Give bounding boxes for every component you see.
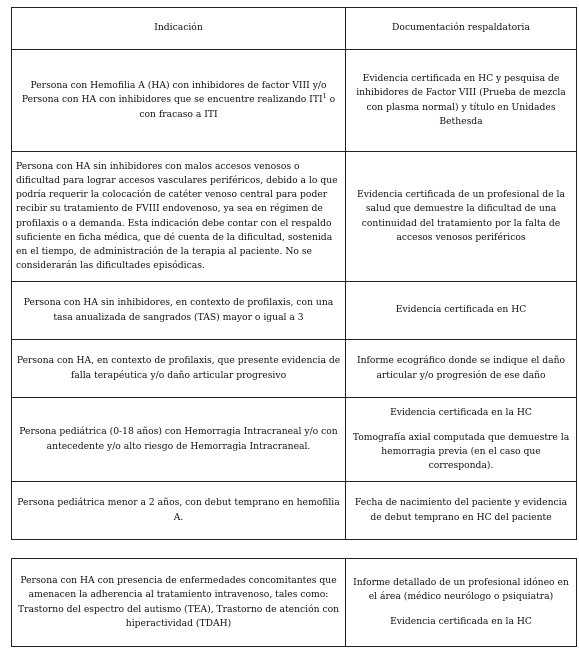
table-row [12, 282, 577, 340]
table-row [12, 50, 577, 152]
indication-text-end: o con fracaso a ITI [139, 94, 336, 120]
documentation-cell [346, 398, 577, 482]
table-row [12, 482, 577, 540]
table-row [12, 340, 577, 398]
indication-cell: Persona con HA, en contexto de profilaxis, que presente evidencia de falla terapéutica y/o daño articular progresivo [12, 340, 346, 398]
documentation-cell: Evidencia certificada de un profesional de la salud que demuestre la dificultad de una continuidad del tratamiento por la falta de accesos venosos periféricos [346, 152, 577, 282]
table-row [12, 398, 577, 482]
documentation-line: Informe detallado de un profesional idóneo en el área (médico neurólogo o psiquiatra) [353, 576, 569, 602]
indication-cell: Persona con HA con presencia de enfermedades concomitantes que amenacen la adherencia al tratamiento intravenoso, tales como: Trastorno del espectro del autismo (TEA), Trastorno de atención con hiperactividad (TDAH) [12, 559, 346, 647]
footnote-marker: 1 [322, 92, 327, 101]
table-header-row [12, 8, 577, 50]
documentation-line: Evidencia certificada en la HC [390, 616, 532, 628]
header-indicacion: Indicación [12, 8, 346, 50]
documentation-cell [346, 559, 577, 647]
table-row [12, 152, 577, 282]
indication-cell [12, 50, 346, 152]
table-row [12, 559, 577, 647]
header-documentacion: Documentación respaldatoria [346, 8, 577, 50]
documentation-line: Evidencia certificada en la HC [390, 406, 532, 418]
documentation-line: Tomografía axial computada que demuestre la hemorragia previa (en el caso que corresponda). [352, 431, 570, 472]
indications-table [11, 7, 577, 540]
indication-cell: Persona pediátrica menor a 2 años, con debut temprano en hemofilia A. [12, 482, 346, 540]
indication-cell: Persona con HA sin inhibidores, en contexto de profilaxis, con una tasa anualizada de sangrados (TAS) mayor o igual a 3 [12, 282, 346, 340]
documentation-cell: Informe ecográfico donde se indique el daño articular y/o progresión de ese daño [346, 340, 577, 398]
documentation-cell: Evidencia certificada en HC [346, 282, 577, 340]
documentation-cell: Evidencia certificada en HC y pesquisa de inhibidores de Factor VIII (Prueba de mezcla con plasma normal) y título en Unidades Bethesda [346, 50, 577, 152]
indications-table-continued [11, 558, 577, 647]
documentation-cell: Fecha de nacimiento del paciente y evidencia de debut temprano en HC del paciente [346, 482, 577, 540]
indication-cell: Persona pediátrica (0-18 años) con Hemorragia Intracraneal y/o con antecedente y/o alto riesgo de Hemorragia Intracraneal. [12, 398, 346, 482]
indication-cell: Persona con HA sin inhibidores con malos accesos venosos o dificultad para lograr accesos vasculares periféricos, debido a lo que podría requerir la colocación de catéter venoso central para poder recibir su tratamiento de FVIII endovenoso, ya sea en régimen de profilaxis o a demanda. Esta indicación debe contar con el respaldo suficiente en ficha médica, que dé cuenta de la dificultad, sostenida en el tiempo, de administración de la terapia al paciente. No se considerarán las dificultades episódicas. [12, 152, 346, 282]
indication-text: Persona con Hemofilia A (HA) con inhibidores de factor VIII y/o Persona con HA con inhibidores que se encuentre realizando ITI [21, 80, 327, 106]
